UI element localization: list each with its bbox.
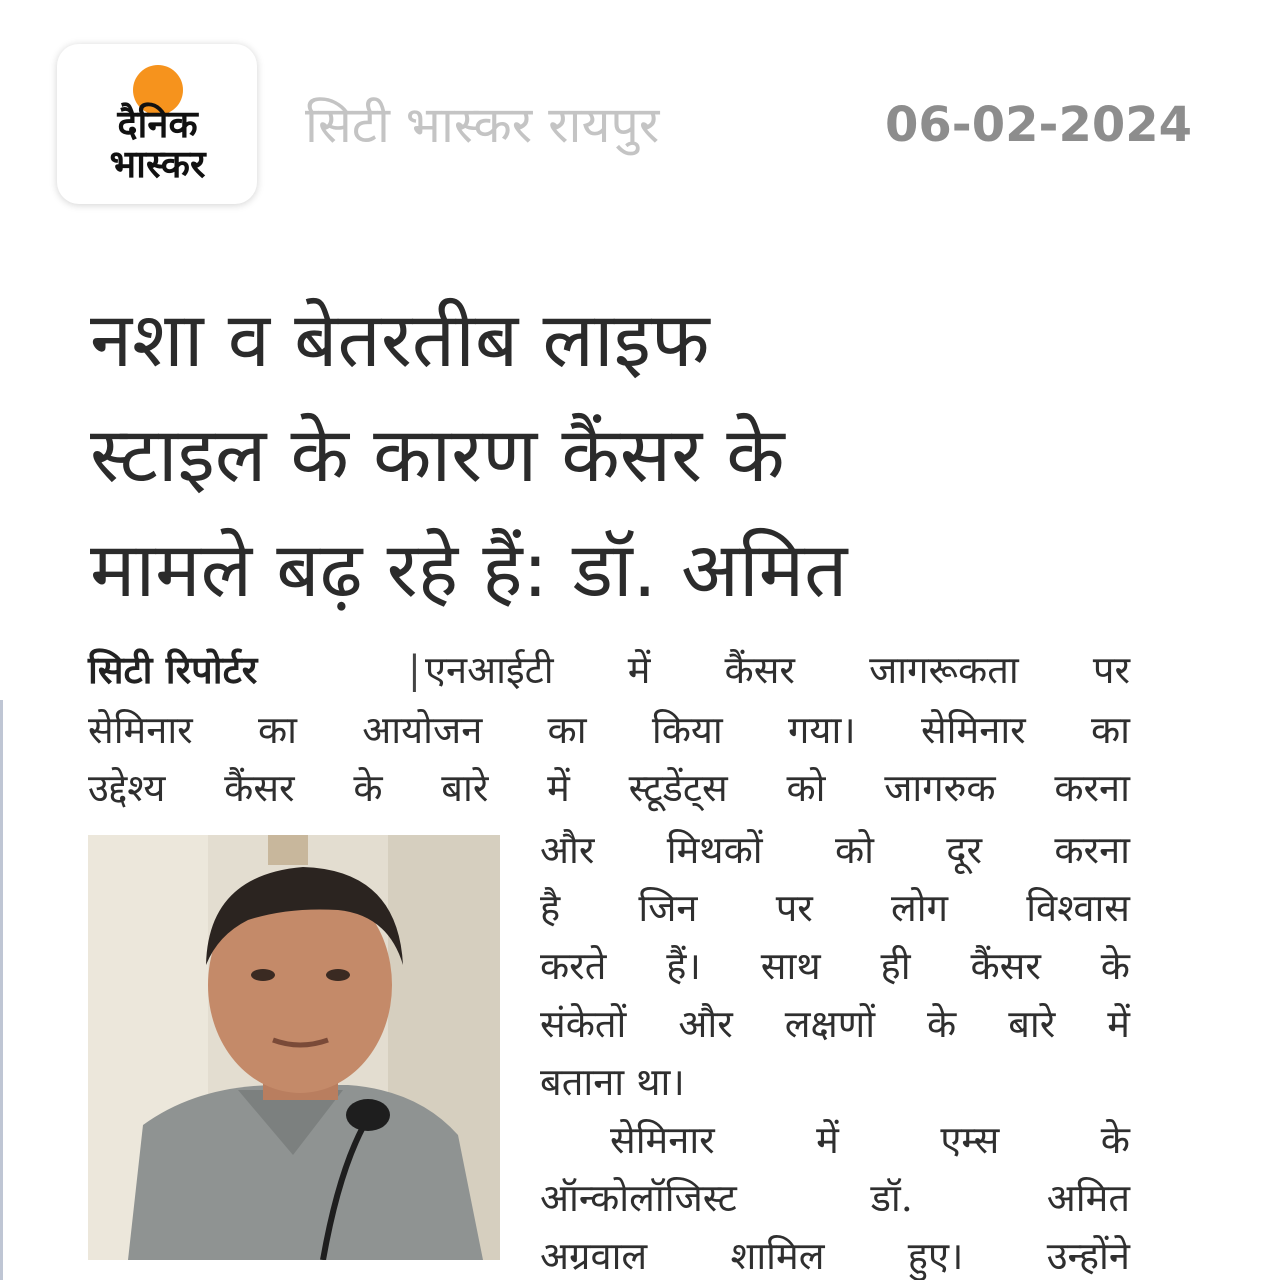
logo-text-line1: दैनिक <box>117 102 198 146</box>
headline-line-3: मामले बढ़ रहे हैं: डॉ. अमित <box>90 525 848 614</box>
body-line: अग्रवाल शामिल हुए। उन्होंने <box>540 1234 1130 1278</box>
body-line: और मिथकों को दूर करना <box>540 828 1130 872</box>
doctor-photo <box>88 835 500 1260</box>
logo-text-line2: भास्कर <box>109 142 206 186</box>
body-line: बताना था। <box>540 1060 685 1104</box>
body-line: करते हैं। साथ ही कैंसर के <box>540 944 1130 988</box>
byline: सिटी रिपोर्टर <box>88 647 258 692</box>
byline-separator: | <box>408 648 421 692</box>
body-line: सेमिनार का आयोजन का किया गया। सेमिनार का <box>88 708 1130 752</box>
body-line: संकेतों और लक्षणों के बारे में <box>540 1002 1130 1046</box>
headline-line-2: स्टाइल के कारण कैंसर के <box>90 410 785 499</box>
body-line: ऑन्कोलॉजिस्ट डॉ. अमित <box>540 1176 1130 1220</box>
page-edge-rule <box>0 700 3 1280</box>
body-line: सेमिनार में एम्स के <box>610 1118 1130 1162</box>
body-line: है जिन पर लोग विश्वास <box>540 886 1130 930</box>
headline-line-1: नशा व बेतरतीब लाइफ <box>90 295 710 384</box>
edition-name: सिटी भास्कर रायपुर <box>305 96 660 154</box>
body-line: एनआईटी में कैंसर जागरूकता पर <box>425 648 1130 692</box>
body-line: उद्देश्य कैंसर के बारे में स्टूडेंट्स को जागरुक करना <box>88 766 1130 810</box>
publication-date: 06-02-2024 <box>885 97 1193 153</box>
